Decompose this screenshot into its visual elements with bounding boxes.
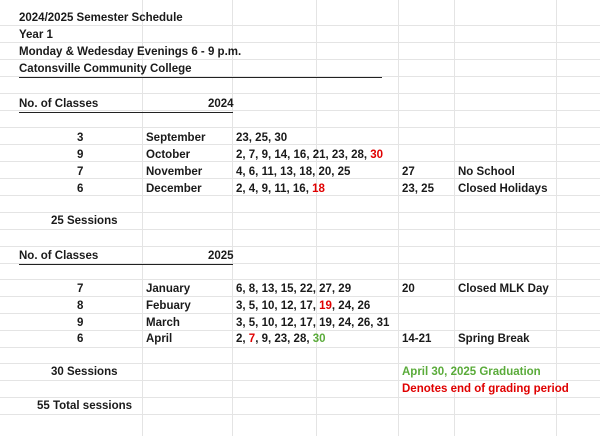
class-dates	[236, 299, 370, 313]
class-count: 8	[77, 300, 84, 312]
class-dates-regular: 2, 7, 9, 14, 16, 21, 23, 28,	[236, 149, 371, 161]
grading-period-end-date: 19	[319, 300, 332, 312]
class-count: 9	[77, 149, 84, 161]
schedule-times: Monday & Wedesday Evenings 6 - 9 p.m.	[19, 46, 242, 58]
class-dates: 3, 5, 10, 12, 17, 19, 24, 26, 31	[236, 317, 390, 329]
class-dates	[236, 332, 326, 346]
class-count: 6	[77, 333, 84, 345]
month-name: October	[146, 149, 191, 161]
grading-period-end-date: 18	[312, 183, 325, 195]
class-dates	[236, 182, 325, 196]
month-name: December	[146, 183, 202, 195]
closure-date: 27	[402, 166, 415, 178]
class-count: 7	[77, 283, 84, 295]
year-label: Year 1	[19, 29, 53, 41]
month-name: Febuary	[146, 300, 191, 312]
class-dates: 23, 25, 30	[236, 132, 288, 144]
header-underline	[19, 77, 382, 78]
closure-date: 14-21	[402, 333, 432, 345]
month-name: March	[146, 317, 180, 329]
college-name: Catonsville Community College	[19, 63, 192, 75]
class-dates-regular: 3, 5, 10, 12, 17,	[236, 300, 320, 312]
classes-header-2024: No. of Classes	[19, 98, 99, 110]
section-underline-2024	[19, 112, 233, 113]
class-dates: 6, 8, 13, 15, 22, 27, 29	[236, 283, 352, 295]
class-count: 9	[77, 317, 84, 329]
class-dates: 4, 6, 11, 13, 18, 20, 25	[236, 166, 351, 178]
month-name: September	[146, 132, 206, 144]
closure-note: Spring Break	[458, 333, 530, 345]
closure-note: Closed Holidays	[458, 183, 548, 195]
class-dates-regular: , 9, 23, 28,	[255, 333, 313, 345]
class-count: 3	[77, 132, 84, 144]
sessions-total-2024: 25 Sessions	[51, 215, 118, 227]
grading-period-legend: Denotes end of grading period	[402, 383, 569, 395]
graduation-legend: April 30, 2025 Graduation	[402, 366, 541, 378]
month-name: April	[146, 333, 173, 345]
month-name: January	[146, 283, 191, 295]
class-count: 7	[77, 166, 84, 178]
class-count: 6	[77, 183, 84, 195]
classes-header-2025: No. of Classes	[19, 250, 99, 262]
closure-note: Closed MLK Day	[458, 283, 549, 295]
grading-period-end-date: 30	[370, 149, 384, 161]
year-header-2024: 2024	[208, 98, 234, 110]
sessions-total-2025: 30 Sessions	[51, 366, 118, 378]
closure-date: 20	[402, 283, 415, 295]
grand-total-sessions: 55 Total sessions	[37, 400, 133, 412]
closure-note: No School	[458, 166, 515, 178]
schedule-title: 2024/2025 Semester Schedule	[19, 12, 183, 24]
class-dates	[236, 148, 383, 162]
class-dates-regular: 2,	[236, 333, 249, 345]
closure-date: 23, 25	[402, 183, 434, 195]
month-name: November	[146, 166, 203, 178]
section-underline-2025	[19, 264, 233, 265]
class-dates-regular: , 24, 26	[331, 300, 371, 312]
graduation-date: 30	[312, 333, 326, 345]
year-header-2025: 2025	[208, 250, 234, 262]
grading-period-end-date: 7	[248, 333, 256, 345]
class-dates-regular: 2, 4, 9, 11, 16,	[236, 183, 313, 195]
